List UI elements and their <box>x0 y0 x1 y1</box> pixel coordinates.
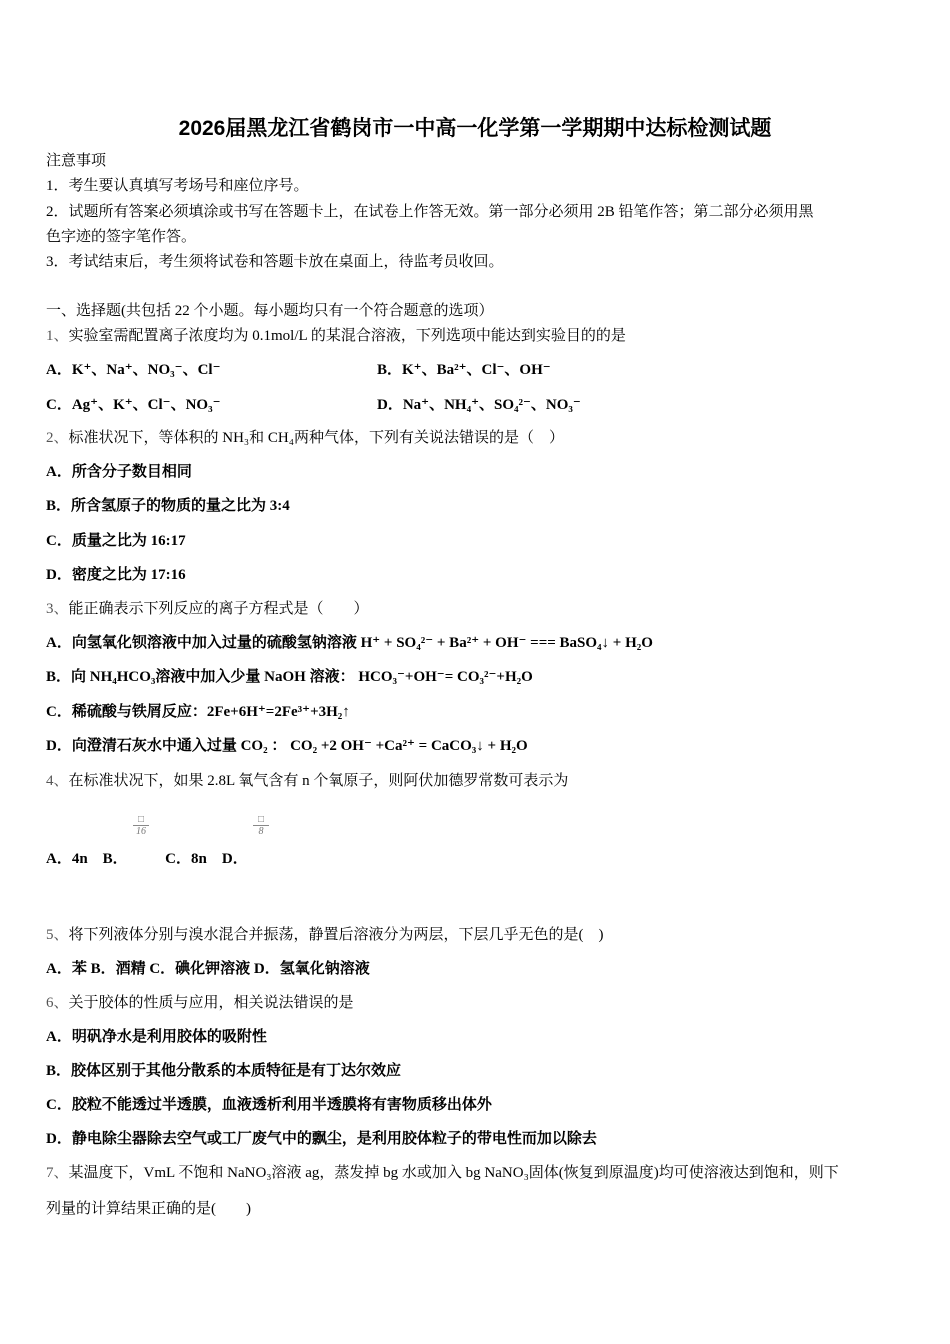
question-2-stem <box>46 428 564 448</box>
question-number: 4、 <box>46 773 69 789</box>
question-number: 7、 <box>46 1165 69 1181</box>
question-5-options: A．苯 B．酒精 C．碘化钾溶液 D．氢氧化钠溶液 <box>46 961 370 977</box>
notice-item: 色字迹的签字笔作答。 <box>46 229 197 245</box>
question-text: 将下列液体分别与溴水混合并振荡，静置后溶液分为两层，下层几乎无色的是( ) <box>68 927 604 943</box>
option-a: A．K⁺、Na⁺、NO₃⁻、Cl⁻ <box>46 362 221 378</box>
question-text: 实验室需配置离子浓度均为 0.1mol/L 的某混合溶液，下列选项中能达到实验目的的是 <box>68 328 626 344</box>
question-number: 6、 <box>46 995 69 1011</box>
question-number: 5、 <box>46 927 69 943</box>
notice-item: 3．考试结束后，考生须将试卷和答题卡放在桌面上，待监考员收回。 <box>46 254 504 270</box>
question-text: 某温度下，VmL 不饱和 NaNO₃溶液 ag，蒸发掉 bg 水或加入 bg NaNO₃固体(恢复到原温度)均可使溶液达到饱和，则下 <box>68 1165 839 1181</box>
option-d: D．密度之比为 17:16 <box>46 567 186 583</box>
option-a: A．明矾净水是利用胶体的吸附性 <box>46 1029 267 1045</box>
question-6-stem <box>46 993 354 1013</box>
option-d: D．向澄清石灰水中通入过量 CO₂ ： CO₂ +2 OH⁻ +Ca²⁺ = CaCO₃↓ + H₂O <box>46 738 528 754</box>
question-3-stem <box>46 599 369 619</box>
option-b: B．胶体区别于其他分散系的本质特征是有丁达尔效应 <box>46 1063 402 1079</box>
question-7-stem-continued: 列量的计算结果正确的是( ) <box>46 1201 251 1217</box>
fraction-numerator: □ <box>253 814 269 826</box>
option-c: C．胶粒不能透过半透膜，血液透析利用半透膜将有害物质移出体外 <box>46 1097 492 1113</box>
question-number: 3、 <box>46 601 69 617</box>
question-4-options: A．4n B． C．8n D． <box>46 851 248 867</box>
question-number: 1、 <box>46 328 69 344</box>
option-a: A．向氢氧化钡溶液中加入过量的硫酸氢钠溶液 H⁺ + SO₄²⁻ + Ba²⁺ + OH⁻ === BaSO₄↓ + H₂O <box>46 635 653 651</box>
option-c: C．质量之比为 16:17 <box>46 533 186 549</box>
option-d: D．静电除尘器除去空气或工厂废气中的飘尘，是利用胶体粒子的带电性而加以除去 <box>46 1131 597 1147</box>
question-text: 关于胶体的性质与应用，相关说法错误的是 <box>68 995 354 1011</box>
notice-heading: 注意事项 <box>46 153 107 169</box>
option-c: C．Ag⁺、K⁺、Cl⁻、NO₃⁻ <box>46 397 221 413</box>
option-d: D．Na⁺、NH₄⁺、SO₄²⁻、NO₃⁻ <box>377 397 581 413</box>
notice-item: 2．试题所有答案必须填涂或书写在答题卡上，在试卷上作答无效。第一部分必须用 2B 铅笔作答；第二部分必须用黑 <box>46 204 814 220</box>
option-b: B．所含氢原子的物质的量之比为 3:4 <box>46 498 290 514</box>
option-b: B．K⁺、Ba²⁺、Cl⁻、OH⁻ <box>377 362 551 378</box>
question-number: 2、 <box>46 430 69 446</box>
page-title: 2026届黑龙江省鹤岗市一中高一化学第一学期期中达标检测试题 <box>178 117 772 140</box>
question-4-stem <box>46 771 568 791</box>
fraction-numerator: □ <box>133 814 149 826</box>
notice-item: 1．考生要认真填写考场号和座位序号。 <box>46 178 309 194</box>
fraction-denominator: 16 <box>136 826 146 837</box>
question-1-stem <box>46 326 626 346</box>
fraction-denominator: 8 <box>258 826 264 837</box>
section-heading: 一、选择题(共包括 22 个小题。每小题均只有一个符合题意的选项） <box>46 303 494 319</box>
question-5-stem <box>46 925 604 945</box>
fraction-n-over-8 <box>253 814 269 838</box>
question-7-stem <box>46 1163 839 1183</box>
question-text: 在标准状况下，如果 2.8L 氧气含有 n 个氧原子，则阿伏加德罗常数可表示为 <box>68 773 569 789</box>
fraction-n-over-16 <box>133 814 149 838</box>
option-c: C．稀硫酸与铁屑反应：2Fe+6H⁺=2Fe³⁺+3H₂↑ <box>46 704 350 720</box>
question-text: 能正确表示下列反应的离子方程式是（ ） <box>68 601 369 617</box>
option-a: A．所含分子数目相同 <box>46 464 192 480</box>
question-text: 标准状况下，等体积的 NH₃和 CH₄两种气体，下列有关说法错误的是（ ） <box>68 430 564 446</box>
option-b: B．向 NH₄HCO₃溶液中加入少量 NaOH 溶液： HCO₃⁻+OH⁻= CO₃²⁻+H₂O <box>46 669 533 685</box>
